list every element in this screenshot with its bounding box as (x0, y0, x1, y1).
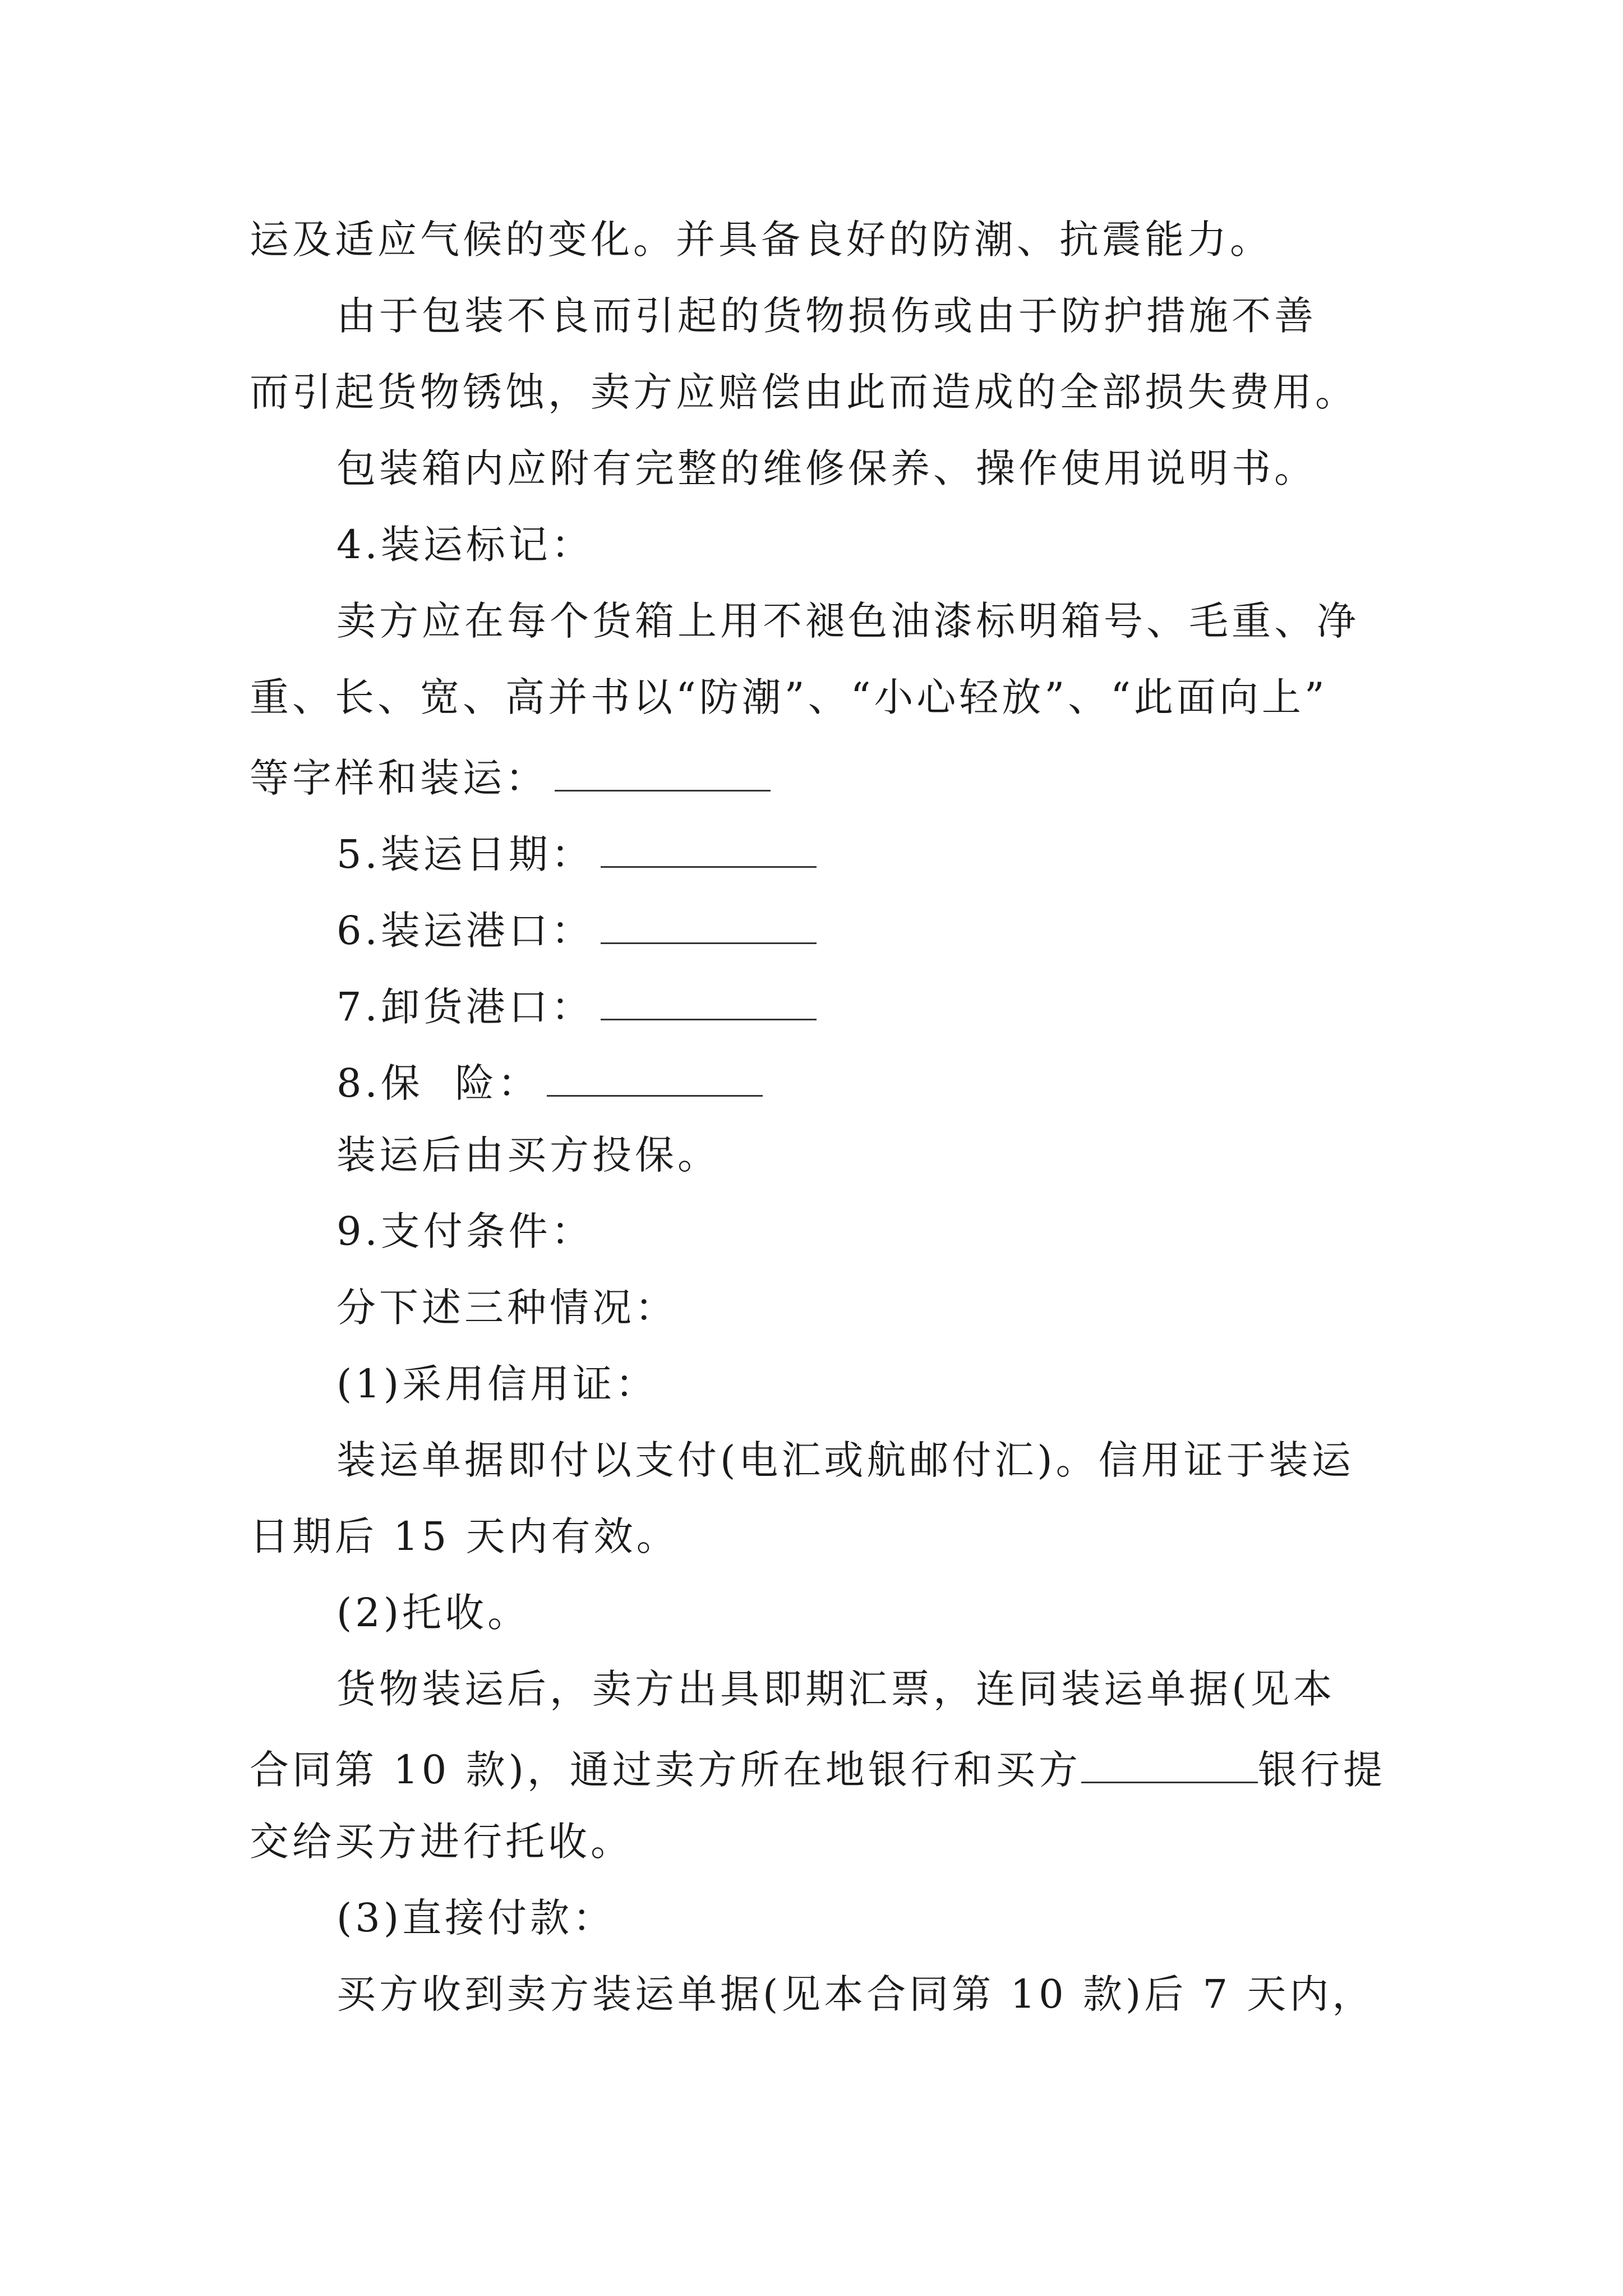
text-span: 9.支付条件： (336, 1208, 594, 1254)
fill-in-blank[interactable] (601, 907, 817, 944)
subsection-heading (336, 1590, 1475, 1636)
fill-in-blank[interactable] (601, 830, 817, 868)
fill-in-blank[interactable] (601, 983, 817, 1020)
text-span: 买方收到卖方装运单据(见本合同第 10 款)后 7 天内， (336, 1971, 1375, 2017)
fill-in-blank[interactable] (1081, 1746, 1258, 1783)
paragraph-line (250, 1513, 1388, 1559)
section-heading (336, 522, 1475, 568)
paragraph-line (250, 1819, 1388, 1865)
text-span: 卖方应在每个货箱上用不褪色油漆标明箱号、毛重、净 (336, 598, 1359, 644)
paragraph-line (250, 754, 1388, 801)
paragraph-line (336, 1437, 1475, 1483)
discharge-port-line (336, 983, 1475, 1030)
text-span: 装运单据即付以支付(电汇或航邮付汇)。信用证于装运 (336, 1437, 1354, 1483)
text-span: 日期后 15 天内有效。 (250, 1513, 679, 1559)
fill-in-blank[interactable] (547, 1059, 763, 1097)
text-span: 包装箱内应附有完整的维修保养、操作使用说明书。 (336, 445, 1317, 491)
text-span: 由于包装不良而引起的货物损伤或由于防护措施不善 (336, 293, 1317, 339)
paragraph-line (336, 1971, 1475, 2017)
text-span: 重、长、宽、高并书以“防潮”、“小心轻放”、“此面向上” (250, 674, 1328, 720)
text-span: (3)直接付款： (336, 1895, 616, 1941)
text-span: 银行提 (1257, 1747, 1386, 1793)
shipment-date-line (336, 830, 1475, 877)
paragraph-line (336, 1666, 1475, 1712)
text-span: 交给买方进行托收。 (250, 1819, 633, 1865)
paragraph-line (336, 598, 1475, 644)
paragraph-line (336, 1285, 1475, 1331)
loading-port-line (336, 907, 1475, 954)
text-span: 运及适应气候的变化。并具备良好的防潮、抗震能力。 (250, 217, 1272, 263)
text-span: 分下述三种情况： (336, 1285, 677, 1331)
text-span: (1)采用信用证： (336, 1361, 658, 1407)
paragraph-line (336, 293, 1475, 339)
paragraph-line (250, 217, 1388, 263)
text-span: 7.卸货港口： (336, 984, 594, 1030)
paragraph-line (250, 1746, 1388, 1793)
text-span: 等字样和装运： (250, 755, 548, 801)
paragraph-line (250, 674, 1388, 720)
paragraph-line (250, 369, 1388, 415)
subsection-heading (336, 1361, 1475, 1407)
text-span: (2)托收。 (336, 1590, 531, 1636)
text-span: 装运后由买方投保。 (336, 1132, 720, 1178)
text-span: 6.装运港口： (336, 908, 594, 954)
text-span: 8.保 险： (336, 1060, 541, 1106)
text-span: 4.装运标记： (336, 522, 594, 568)
text-span: 5.装运日期： (336, 831, 594, 877)
fill-in-blank[interactable] (555, 754, 771, 792)
subsection-heading (336, 1895, 1475, 1941)
paragraph-line (336, 445, 1475, 491)
text-span: 合同第 10 款)，通过卖方所在地银行和买方 (250, 1747, 1081, 1793)
insurance-line (336, 1059, 1475, 1106)
paragraph-line (336, 1132, 1475, 1178)
text-span: 货物装运后，卖方出具即期汇票，连同装运单据(见本 (336, 1666, 1336, 1712)
section-heading (336, 1208, 1475, 1254)
text-span: 而引起货物锈蚀，卖方应赔偿由此而造成的全部损失费用。 (250, 369, 1358, 415)
